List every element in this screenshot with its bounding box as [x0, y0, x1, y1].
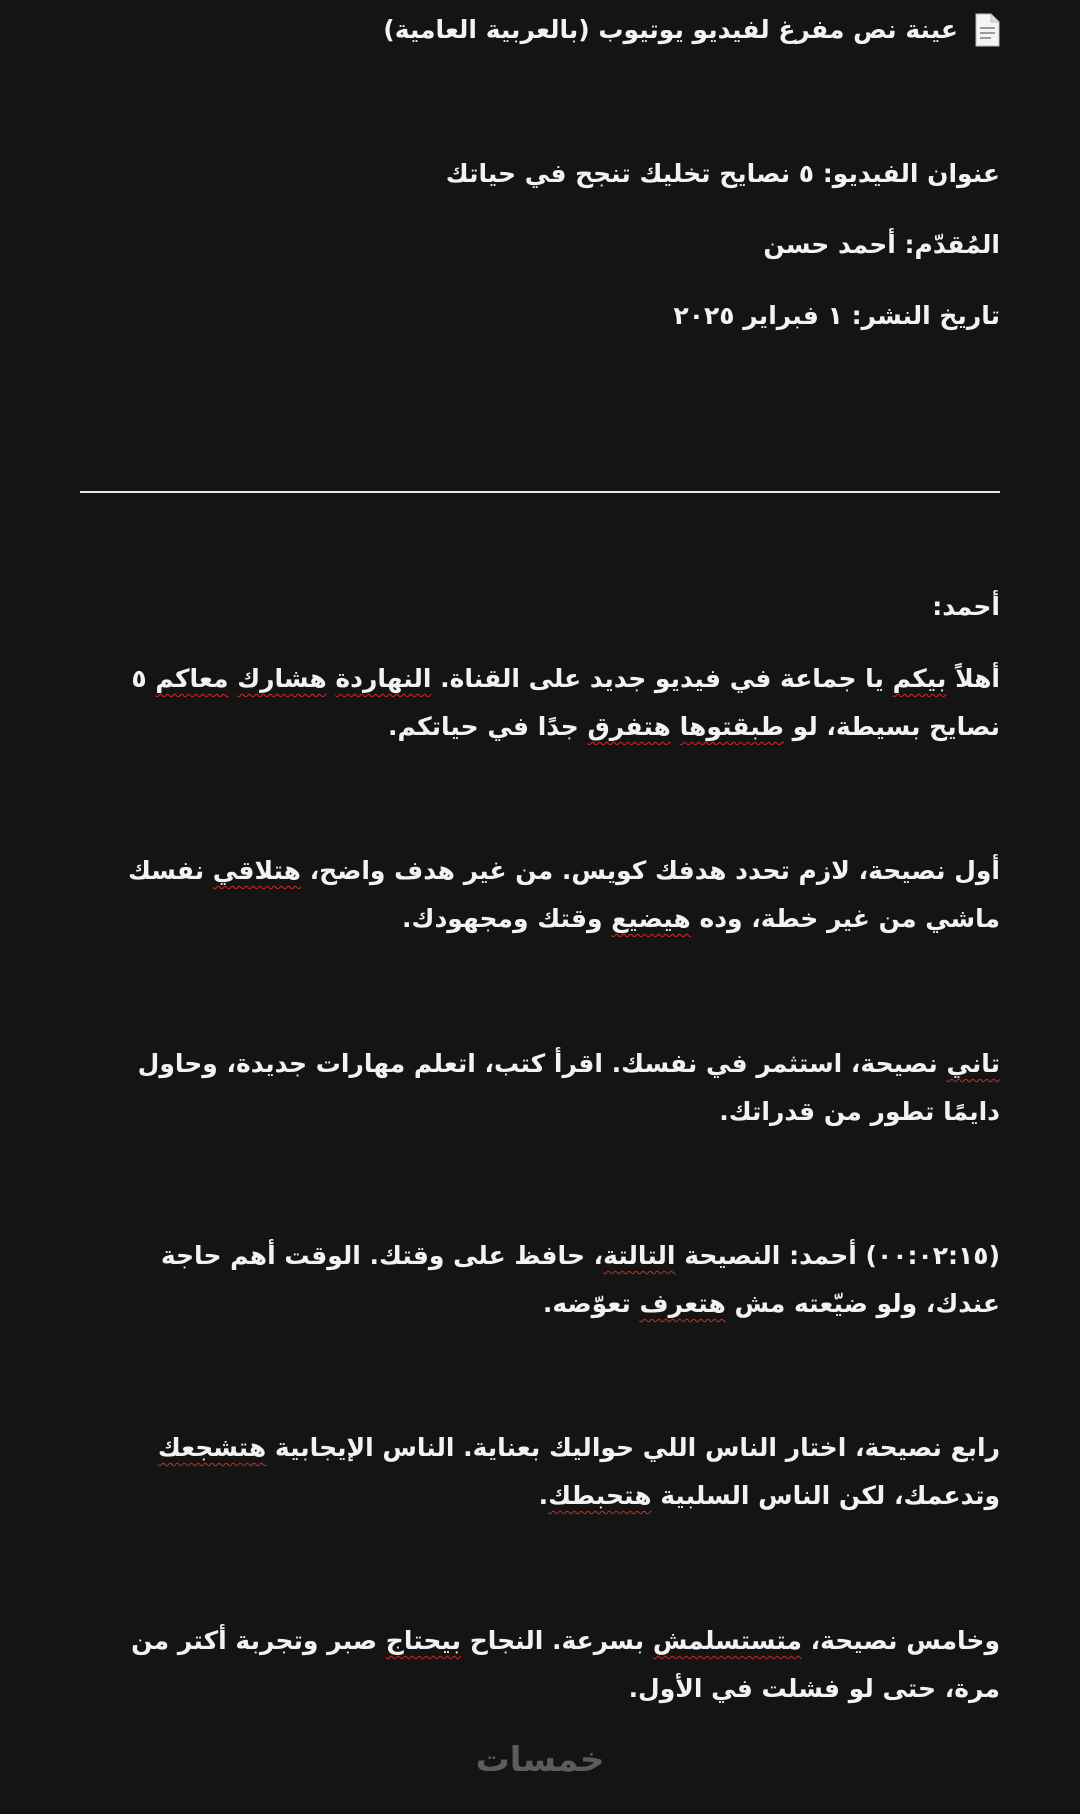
misspelled-word: النهاردة: [335, 664, 432, 693]
misspelled-word: هتفرق: [587, 712, 671, 741]
paragraph-text: أهلاً: [946, 664, 1000, 693]
misspelled-word: بيحتاج: [385, 1626, 462, 1655]
misspelled-word: تاني: [946, 1049, 1000, 1078]
misspelled-word: متستسلمش: [652, 1626, 802, 1655]
document-title-row: [383, 10, 1000, 50]
misspelled-word: التالتة: [603, 1241, 676, 1270]
misspelled-word: هتعرف: [639, 1289, 726, 1318]
misspelled-word: هتلاقي: [212, 856, 301, 885]
transcript-paragraph: [80, 1617, 1000, 1713]
paragraph-text: نصيحة، استثمر في نفسك. اقرأ كتب، اتعلم مهارات جديدة، وحاول دايمًا تطور من قدراتك.: [137, 1049, 1000, 1126]
paragraph-text: ٥ نصايح بسيطة، لو: [131, 664, 1000, 741]
transcript-paragraph: [80, 1040, 1000, 1136]
misspelled-word: طبقتوها: [679, 712, 784, 741]
video-title: عنوان الفيديو: ٥ نصايح تخليك تنجح في حياتك: [445, 159, 1000, 188]
paragraph-text: رابع نصيحة، اختار الناس اللي حواليك بعناية. الناس الإيجابية: [266, 1433, 1000, 1462]
horizontal-divider: [80, 491, 1000, 493]
paragraph-text: ، حافظ على وقتك. الوقت أهم حاجة عندك، ولو ضيّعته مش: [160, 1241, 1000, 1318]
document-page: [80, 0, 1000, 1814]
presenter-line: المُقدّم: أحمد حسن: [763, 230, 1000, 259]
misspelled-word: هيضيع: [611, 904, 691, 933]
paragraph-text: [228, 664, 237, 693]
transcript-paragraph: [80, 1424, 1000, 1520]
paragraph-text: (٠٠:٠٢:١٥) أحمد: النصيحة: [675, 1241, 1000, 1270]
paragraph-text: أول نصيحة، لازم تحدد هدفك كويس. من غير هدف واضح،: [300, 856, 1000, 885]
paragraph-text: .: [538, 1481, 549, 1510]
misspelled-word: هشارك: [237, 664, 327, 693]
paragraph-text: وتدعمك، لكن الناس السلبية: [651, 1481, 1000, 1510]
paragraph-text: صبر وتجربة أكتر من مرة، حتى لو فشلت في الأول.: [131, 1626, 1000, 1703]
paragraph-text: بسرعة. النجاح: [461, 1626, 653, 1655]
paragraph-text: تعوّضه.: [542, 1289, 640, 1318]
transcript-paragraph: [80, 847, 1000, 943]
document-icon: [974, 13, 1000, 47]
paragraph-text: يا جماعة في فيديو جديد على القناة.: [431, 664, 893, 693]
misspelled-word: هتشجعك: [157, 1433, 267, 1462]
paragraph-text: [671, 712, 680, 741]
misspelled-word: بيكم: [892, 664, 947, 693]
misspelled-word: معاكم: [155, 664, 229, 693]
transcript-paragraph: [80, 1232, 1000, 1328]
paragraph-text: جدًا في حياتكم.: [388, 712, 588, 741]
document-title: عينة نص مفرغ لفيديو يوتيوب (بالعربية العامية): [383, 15, 958, 44]
publish-date-line: تاريخ النشر: ١ فبراير ٢٠٢٥: [673, 301, 1000, 330]
transcript-paragraph: [80, 655, 1000, 751]
paragraph-text: وخامس نصيحة،: [801, 1626, 1000, 1655]
speaker-label: أحمد:: [932, 592, 1000, 621]
paragraph-text: وقتك ومجهودك.: [402, 904, 612, 933]
paragraph-text: نفسك ماشي من غير خطة، وده: [127, 856, 1000, 933]
misspelled-word: هتحبطك: [548, 1481, 652, 1510]
watermark-logo: خمسات: [475, 1740, 605, 1780]
